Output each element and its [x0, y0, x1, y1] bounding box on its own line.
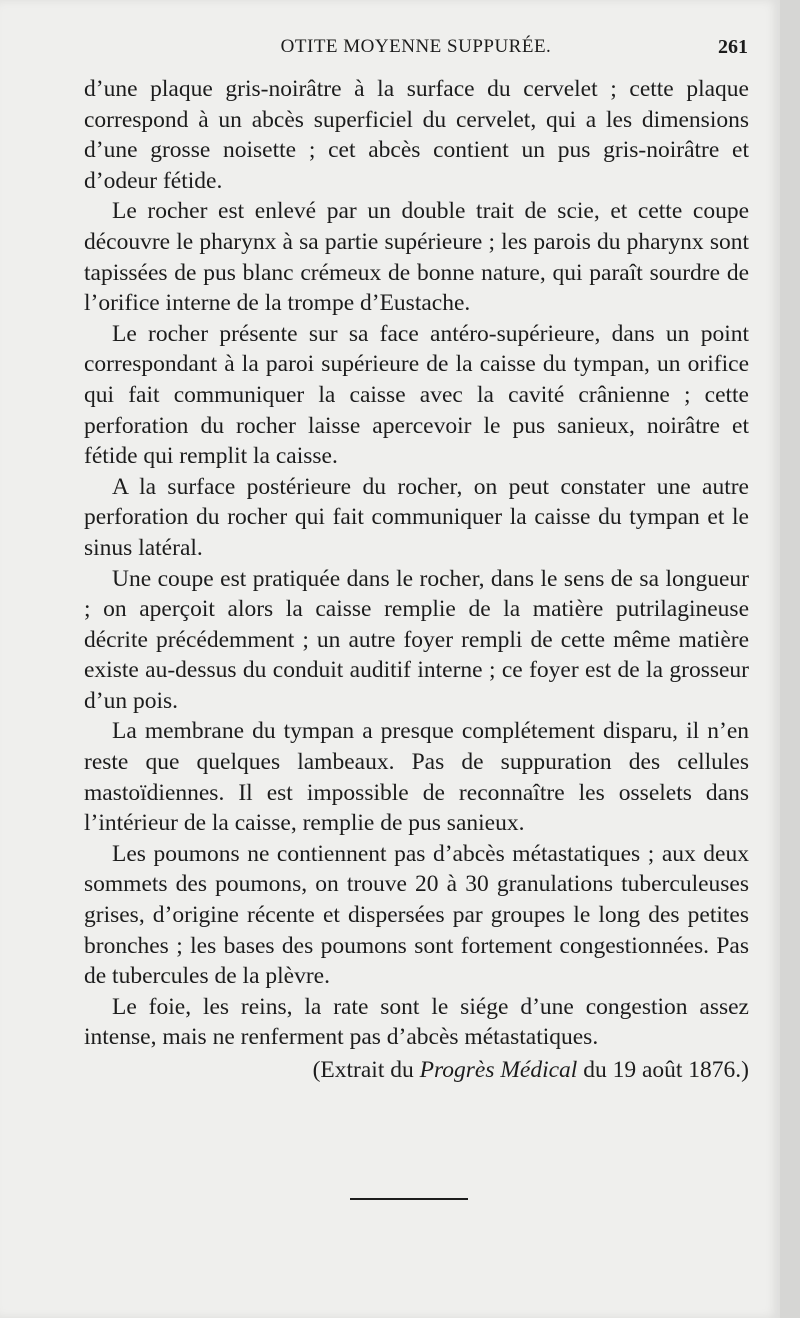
- source-suffix: du 19 août 1876.): [577, 1057, 749, 1083]
- paragraph: Le foie, les reins, la rate sont le siége d’une congestion assez intense, mais ne renferment pas d’abcès métastatiques.: [84, 993, 749, 1051]
- paragraph: Les poumons ne contiennent pas d’abcès métastatiques ; aux deux sommets des poumons, on trouve 20 à 30 granulations tuberculeuses grises, d’origine récente et dispersées par groupes le long des petites bronches ; les bases des poumons sont fortement congestionnées. Pas de tubercules de la plèvre.: [84, 840, 749, 990]
- page-header: [84, 36, 748, 66]
- source-citation: [84, 1055, 749, 1086]
- paragraph: Une coupe est pratiquée dans le rocher, dans le sens de sa longueur ; on aperçoit alors la caisse remplie de la matière putrilagineuse décrite précédemment ; un autre foyer rempli de cette même matière existe au-dessus du conduit auditif interne ; ce foyer est de la grosseur d’un pois.: [84, 565, 749, 714]
- source-prefix: (Extrait du: [312, 1057, 420, 1083]
- paragraph: A la surface postérieure du rocher, on peut constater une autre perforation du rocher qui fait communiquer la caisse du tympan et le sinus latéral.: [84, 473, 749, 561]
- source-journal: Progrès Médical: [419, 1057, 578, 1083]
- paragraph: d’une plaque gris-noirâtre à la surface du cervelet ; cette plaque correspond à un abcès superficiel du cervelet, qui a les dimensions d’une grosse noisette ; cet abcès contient un pus gris-noirâtre et d’odeur fétide.: [84, 76, 749, 194]
- paragraph: Le rocher est enlevé par un double trait de scie, et cette coupe découvre le pharynx à sa partie supérieure ; les parois du pharynx sont tapissées de pus blanc crémeux de bonne nature, qui paraît sourdre de l’orifice interne de la trompe d’Eustache.: [84, 198, 749, 317]
- paragraph: Le rocher présente sur sa face antéro-supérieure, dans un point correspondant à la paroi supérieure de la caisse du tympan, un orifice qui fait communiquer la caisse avec la cavité crânienne ; cette perforation du rocher laisse apercevoir le pus sanieux, noirâtre et fétide qui remplit la caisse.: [84, 320, 749, 470]
- section-divider: [350, 1198, 468, 1200]
- body-text: [84, 74, 749, 1086]
- page-number: 261: [718, 36, 748, 58]
- running-title: OTITE MOYENNE SUPPURÉE.: [280, 36, 552, 57]
- paragraph: La membrane du tympan a presque complétement disparu, il n’en reste que quelques lambeaux. Pas de suppuration des cellules mastoïdiennes. Il est impossible de reconnaître les osselets dans l’intérieur de la caisse, remplie de pus sanieux.: [84, 718, 749, 837]
